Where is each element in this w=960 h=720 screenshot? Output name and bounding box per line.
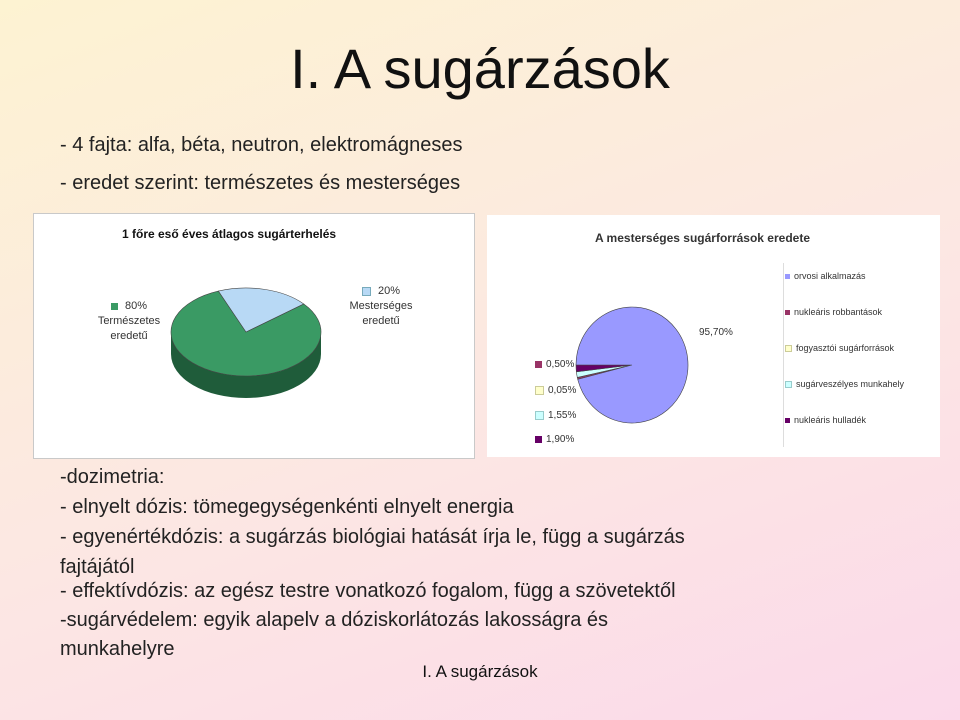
- legend-artificial-pct: 20%: [378, 285, 401, 297]
- chart1-svg: [34, 214, 474, 458]
- body-line-5: - effektívdózis: az egész testre vonatkozó fogalom, függ a szövetektől: [60, 580, 676, 602]
- slide-title: I. A sugárzások: [290, 37, 670, 100]
- body-line-4: fajtájától: [60, 556, 135, 578]
- footer-text: I. A sugárzások: [422, 662, 538, 681]
- pie2-group: [576, 307, 688, 423]
- legend-natural-line2: eredetű: [110, 330, 148, 342]
- chart-artificial-sources: [487, 215, 940, 457]
- pie1-group: [171, 288, 321, 398]
- body-line-2: - elnyelt dózis: tömegegységenkénti elnyelt energia: [60, 496, 514, 518]
- legend2-label-5: nukleáris hulladék: [794, 415, 867, 425]
- body-line-6: -sugárvédelem: egyik alapelv a dóziskorlátozás lakosságra és: [60, 609, 609, 631]
- body-line-1: -dozimetria:: [60, 466, 165, 488]
- legend2-label-3: fogyasztói sugárforrások: [796, 343, 895, 353]
- legend-natural-pct: 80%: [125, 300, 148, 312]
- pie2-label-1: 95,70%: [699, 327, 733, 338]
- body-line-7: munkahelyre: [60, 638, 175, 660]
- legend-artificial-line2: eredetű: [362, 315, 400, 327]
- chart-average-dose: [33, 213, 475, 459]
- body-line-3: - egyenértékdózis: a sugárzás biológiai hatását írja le, függ a sugárzás: [60, 526, 685, 548]
- chart2-title: A mesterséges sugárforrások eredete: [595, 231, 810, 245]
- pie2-label-2-text: 0,50%: [546, 359, 575, 370]
- legend-natural-line1: Természetes: [97, 315, 161, 327]
- intro-line-1: - 4 fajta: alfa, béta, neutron, elektromágneses: [60, 134, 463, 156]
- pie2-label-4-text: 1,55%: [548, 410, 577, 421]
- pie2-label-3-text: 0,05%: [548, 385, 577, 396]
- pie2-slice-5: [576, 307, 688, 423]
- legend2-label-4: sugárveszélyes munkahely: [796, 379, 905, 389]
- legend2-label-1: orvosi alkalmazás: [794, 271, 866, 281]
- chart2-svg: [487, 215, 940, 457]
- legend2-label-2: nukleáris robbantások: [794, 307, 883, 317]
- chart1-title: 1 főre eső éves átlagos sugárterhelés: [122, 227, 337, 241]
- pie2-label-5-text: 1,90%: [546, 434, 575, 445]
- legend-artificial-line1: Mesterséges: [349, 300, 413, 312]
- intro-line-2: - eredet szerint: természetes és mesterséges: [60, 172, 461, 194]
